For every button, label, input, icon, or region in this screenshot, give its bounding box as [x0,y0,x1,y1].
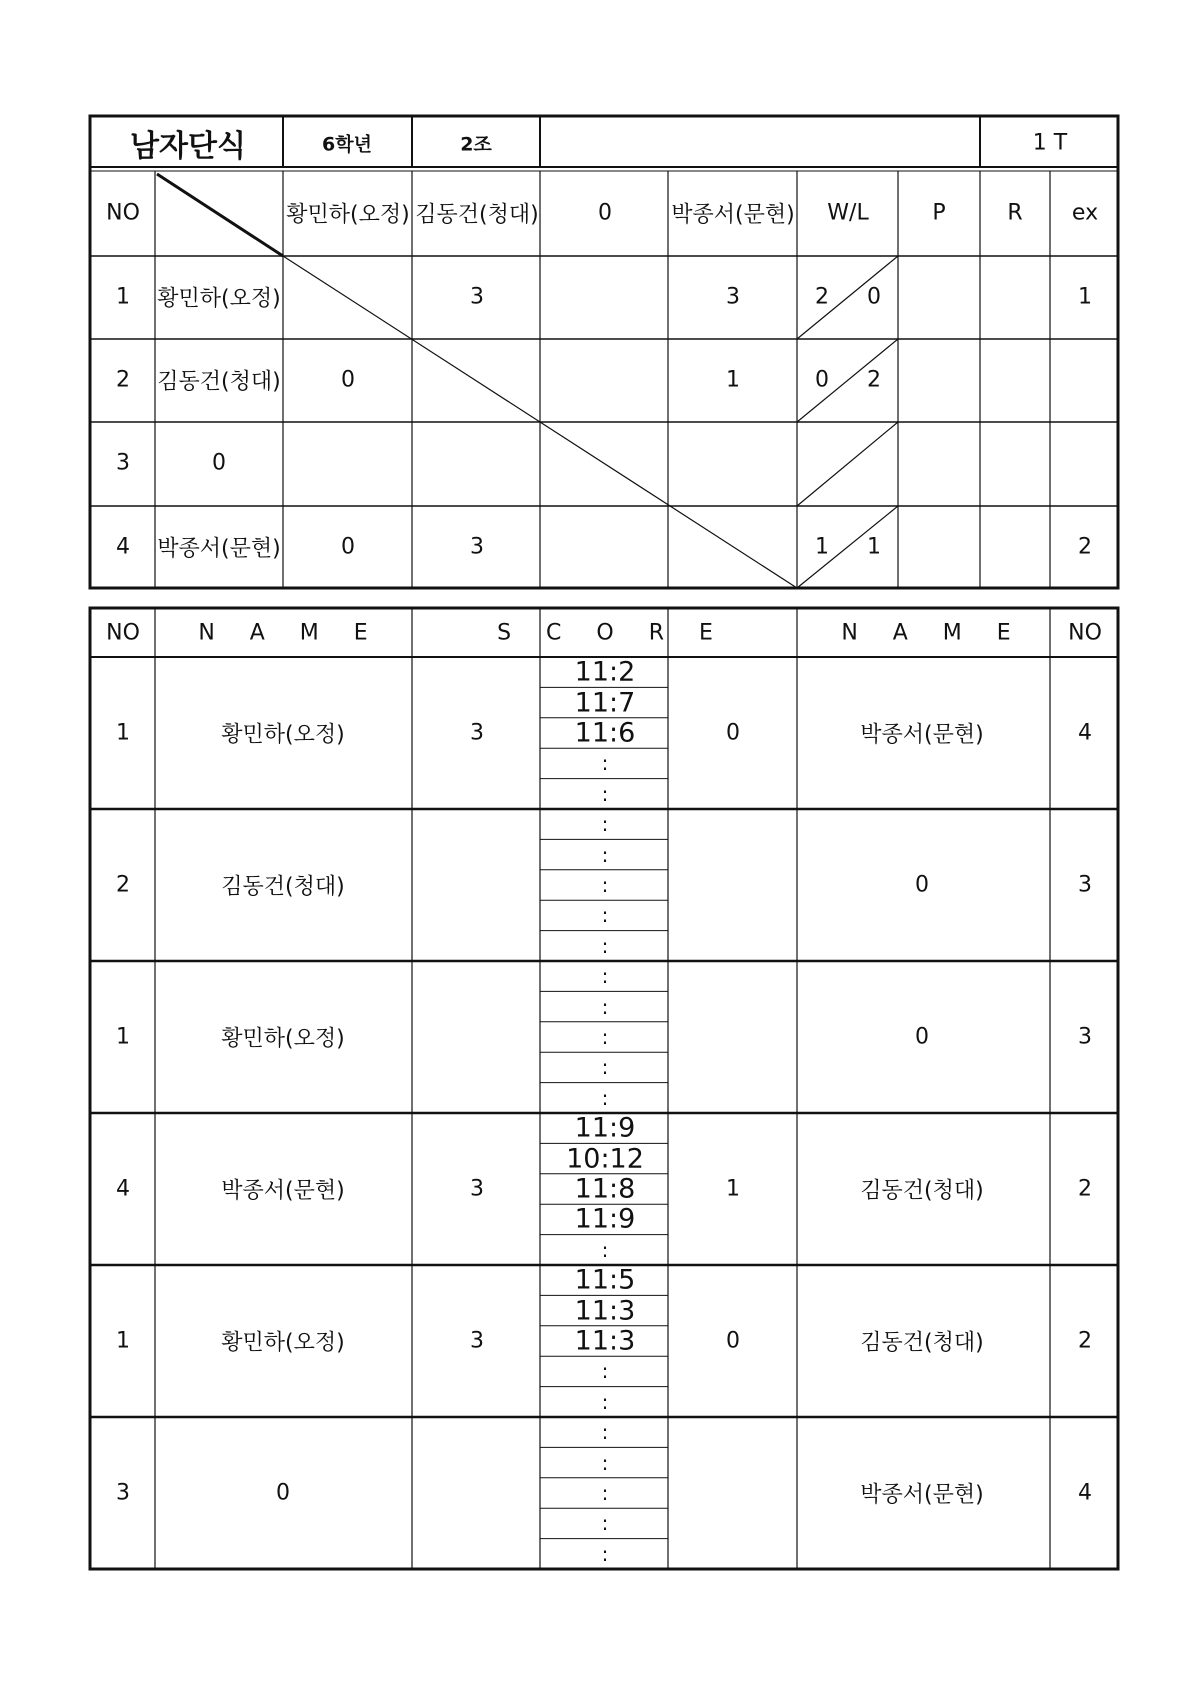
league-row-4-name: 박종서(문현) [157,536,281,562]
game-separator-colon: : [601,751,609,776]
match-3-name-right: 0 [915,1024,929,1050]
match-2-name-left: 김동건(청대) [221,874,345,900]
p-header: P [932,200,946,226]
league-row-4-vs-2: 3 [470,534,484,560]
match-4-no-right: 2 [1078,1176,1092,1202]
game-separator-colon: : [601,964,609,989]
game-separator-colon: : [601,933,609,958]
match-score-header: S C O R E [497,620,727,646]
game-separator-colon: : [601,1389,609,1414]
match-4-game-3: 11:8 [574,1173,636,1205]
match-5-name-left: 황민하(오정) [221,1330,345,1356]
match-5-name-right: 김동건(청대) [860,1330,984,1356]
league-row-4-wins: 1 [815,534,829,560]
league-row-4-no: 4 [116,534,130,560]
match-3-no-right: 3 [1078,1024,1092,1050]
league-row-4-losses: 1 [867,534,881,560]
game-separator-colon: : [601,1359,609,1384]
league-row-4-ex: 2 [1078,534,1092,560]
opponent-header-1: 황민하(오정) [286,202,410,228]
match-4-name-left: 박종서(문현) [221,1178,345,1204]
match-6-name-right: 박종서(문현) [860,1482,984,1508]
game-separator-colon: : [601,1237,609,1262]
wl-header: W/L [827,200,869,226]
game-separator-colon: : [601,1085,609,1110]
league-row-1-vs-2: 3 [470,284,484,310]
game-separator-colon: : [601,1541,609,1566]
ex-header: ex [1071,200,1099,226]
opponent-header-4: 박종서(문현) [671,202,795,228]
game-separator-colon: : [601,1055,609,1080]
league-row-1-wins: 2 [815,284,829,310]
wl-split-slash [797,256,898,339]
league-row-1-name: 황민하(오정) [157,286,281,312]
game-separator-colon: : [601,1481,609,1505]
match-1-name-left: 황민하(오정) [221,722,345,748]
league-row-2-name: 김동건(청대) [157,369,281,395]
header-diagonal [157,174,283,256]
league-row-2-vs-1: 0 [341,367,355,393]
grade-label: 6학년 [322,133,372,156]
match-5-no-right: 2 [1078,1328,1092,1354]
league-row-1-ex: 1 [1078,284,1092,310]
league-row-3-name: 0 [212,450,226,476]
match-2-no-right: 3 [1078,872,1092,898]
match-4-name-right: 김동건(청대) [860,1178,984,1204]
opponent-header-2: 김동건(청대) [415,202,539,228]
league-row-2-vs-4: 1 [726,367,740,393]
match-5-game-3: 11:3 [574,1325,636,1357]
match-1-name-right: 박종서(문현) [860,722,984,748]
match-5-game-2: 11:3 [574,1295,636,1327]
match-3-no-left: 1 [116,1024,130,1050]
match-1-no-left: 1 [116,720,130,746]
r-header: R [1007,200,1023,226]
match-4-game-4: 11:9 [574,1203,636,1235]
match-2-no-left: 2 [116,872,130,898]
match-6-name-left: 0 [276,1480,290,1506]
match-1-game-1: 11:2 [574,656,636,688]
wl-split-slash [797,422,898,506]
match-name-right-header: N A M E [841,620,1025,646]
game-separator-colon: : [601,1450,609,1475]
match-5-sets-right: 0 [726,1328,740,1354]
league-no-header: NO [106,200,140,226]
game-separator-colon: : [601,781,609,806]
match-4-sets-left: 3 [470,1176,484,1202]
game-separator-colon: : [601,1420,609,1445]
match-4-game-2: 10:12 [566,1143,644,1175]
league-row-1-losses: 0 [867,284,881,310]
group-label: 2조 [460,133,492,156]
match-4-game-1: 11:9 [574,1112,636,1144]
match-1-sets-right: 0 [726,720,740,746]
game-separator-colon: : [601,994,609,1019]
match-1-game-2: 11:7 [574,687,636,719]
game-separator-colon: : [601,1511,609,1536]
match-6-no-right: 4 [1078,1480,1092,1506]
match-no-left-header: NO [106,620,140,646]
match-3-name-left: 황민하(오정) [221,1026,345,1052]
league-row-4-vs-1: 0 [341,534,355,560]
match-name-left-header: N A M E [198,620,382,646]
game-separator-colon: : [601,812,609,837]
league-row-3-no: 3 [116,450,130,476]
game-separator-colon: : [601,873,609,897]
match-4-no-left: 4 [116,1176,130,1202]
match-2-name-right: 0 [915,872,929,898]
table-number: 1 T [1032,130,1068,156]
wl-split-slash [797,506,898,588]
league-row-1-no: 1 [116,284,130,310]
match-5-no-left: 1 [116,1328,130,1354]
event-title: 남자단식 [130,129,246,164]
match-4-sets-right: 1 [726,1176,740,1202]
match-5-sets-left: 3 [470,1328,484,1354]
match-1-game-3: 11:6 [574,717,636,749]
match-6-no-left: 3 [116,1480,130,1506]
league-row-2-wins: 0 [815,367,829,393]
game-separator-colon: : [601,903,609,928]
match-no-right-header: NO [1068,620,1102,646]
match-1-no-right: 4 [1078,720,1092,746]
match-5-game-1: 11:5 [574,1264,636,1296]
game-separator-colon: : [601,842,609,867]
league-row-2-losses: 2 [867,367,881,393]
wl-split-slash [797,339,898,422]
league-table-border [90,116,1118,588]
opponent-header-3: 0 [598,200,612,226]
match-1-sets-left: 3 [470,720,484,746]
league-row-1-vs-4: 3 [726,284,740,310]
league-row-2-no: 2 [116,367,130,393]
game-separator-colon: : [601,1025,609,1049]
